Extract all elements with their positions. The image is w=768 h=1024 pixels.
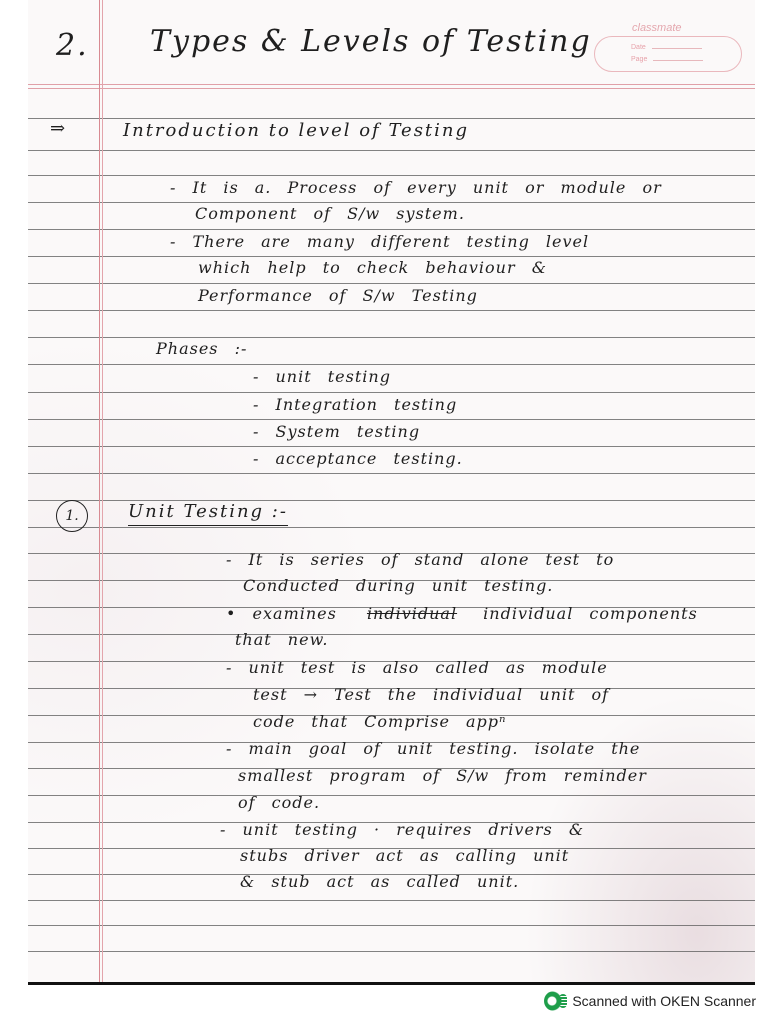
scroll-frame (594, 36, 742, 72)
unit-line: - unit test is also called as module (226, 658, 608, 677)
unit-line: - unit testing · requires drivers & (220, 820, 585, 839)
margin-line (99, 0, 103, 982)
header-rule (28, 88, 755, 89)
struck-word: individual (366, 604, 458, 623)
intro-line: which help to check behaviour & (198, 258, 547, 277)
ruled-line (28, 392, 755, 393)
ruled-line (28, 283, 755, 284)
ruled-line (28, 446, 755, 447)
ruled-line (28, 473, 755, 474)
unit-line: that new. (235, 630, 329, 649)
unit-line: code that Comprise appⁿ (253, 712, 507, 731)
ruled-line (28, 229, 755, 230)
ruled-line (28, 634, 755, 635)
ruled-line (28, 925, 755, 926)
ruled-line (28, 951, 755, 952)
ruled-line (28, 364, 755, 365)
unit-testing-heading: Unit Testing :- (128, 501, 288, 526)
unit-line: & stub act as called unit. (240, 872, 520, 891)
intro-line: - It is a. Process of every unit or module or (170, 178, 662, 197)
oken-logo-icon (544, 991, 564, 1011)
ruled-line (28, 150, 755, 151)
section-number-badge: 1. (56, 500, 88, 532)
phase-item: - unit testing (253, 367, 391, 386)
ruled-line (28, 202, 755, 203)
unit-line: of code. (238, 793, 321, 812)
notebook-page (28, 0, 755, 985)
arrow-icon: ⇒ (50, 118, 68, 139)
unit-line: test → Test the individual unit of (253, 685, 610, 704)
unit-line: • examines individual individual components (226, 604, 698, 623)
ruled-line (28, 419, 755, 420)
intro-line: - There are many different testing level (170, 232, 590, 251)
bullet-dot: • (226, 604, 253, 623)
unit-line: - It is series of stand alone test to (226, 550, 615, 569)
intro-line: Performance of S/w Testing (198, 286, 478, 305)
ruled-line (28, 337, 755, 338)
intro-line: Component of S/w system. (195, 204, 465, 223)
scanner-text: Scanned with OKEN Scanner (572, 993, 756, 1009)
phases-label: Phases :- (156, 339, 248, 358)
ruled-line (28, 256, 755, 257)
ruled-line (28, 900, 755, 901)
page-title: Types & Levels of Testing (150, 24, 592, 59)
ruled-line (28, 175, 755, 176)
ruled-line (28, 118, 755, 119)
unit-line: Conducted during unit testing. (243, 576, 554, 595)
ruled-line (28, 310, 755, 311)
header-rule (28, 84, 755, 85)
phase-item: - Integration testing (253, 395, 458, 414)
unit-line: smallest program of S/w from reminder (238, 766, 647, 785)
brand-name: classmate (632, 22, 682, 34)
page-field: Page (631, 56, 703, 63)
notebook-brand-stamp (594, 22, 742, 74)
ruled-line (28, 527, 755, 528)
unit-line: stubs driver act as calling unit (240, 846, 570, 865)
ruled-line (28, 795, 755, 796)
scanner-watermark (544, 990, 756, 1012)
question-number: 2. (56, 28, 89, 63)
phase-item: - acceptance testing. (253, 449, 463, 468)
intro-heading: Introduction to level of Testing (123, 120, 470, 141)
unit-line: - main goal of unit testing. isolate the (226, 739, 641, 758)
phase-item: - System testing (253, 422, 421, 441)
date-field: Date (631, 44, 702, 51)
